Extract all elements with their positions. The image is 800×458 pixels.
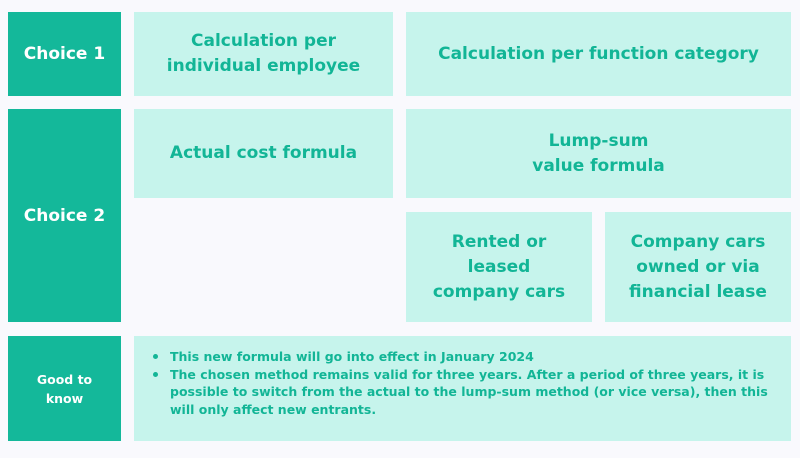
lump-sum-text: Lump-sum value formula (532, 130, 665, 176)
per-employee-text: Calculation per individual employee (166, 31, 361, 76)
note-text: This new formula will go into effect in January 2024 (170, 349, 534, 364)
note-item (150, 366, 771, 419)
choice-1-text: Choice 1 (23, 44, 106, 64)
owned-financial-box (605, 212, 791, 322)
per-employee-box (134, 12, 393, 96)
good-to-know-label (8, 336, 121, 441)
bullet-icon (153, 372, 158, 377)
choice-1-label (8, 12, 121, 96)
rented-leased-box (406, 212, 592, 322)
notes-list (150, 348, 771, 418)
owned-financial-text: Company cars owned or via financial lease (629, 231, 767, 302)
choice-2-text: Choice 2 (23, 205, 106, 226)
rented-leased-text: Rented or leased company cars (432, 231, 566, 302)
note-item (150, 348, 771, 366)
choice-2-label (8, 109, 121, 322)
lump-sum-box (406, 109, 791, 198)
note-text: The chosen method remains valid for three years. After a period of three years, it is possible to switch from the actual to the lump-sum method (or vice versa), then this will only affect new entrants. (170, 366, 768, 417)
bullet-icon (153, 354, 158, 359)
good-to-know-notes (134, 336, 791, 441)
actual-cost-text: Actual cost formula (169, 143, 358, 163)
per-function-box (406, 12, 791, 96)
good-to-know-text: Good to know (36, 371, 93, 406)
actual-cost-box (134, 109, 393, 198)
per-function-text: Calculation per function category (438, 43, 759, 64)
